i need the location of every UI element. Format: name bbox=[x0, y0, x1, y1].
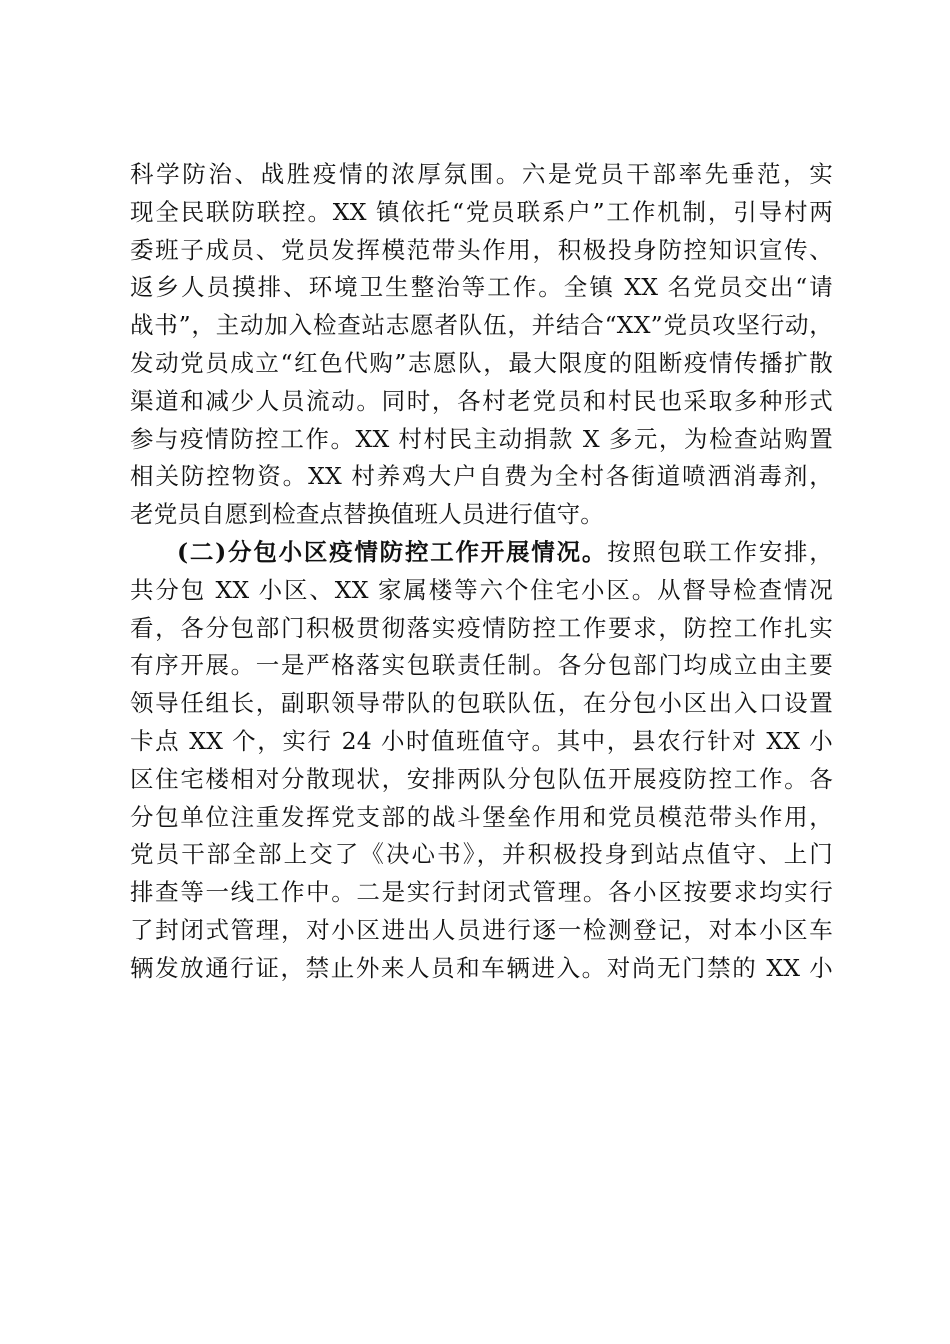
paragraph-line: 参与疫情防控工作。XX 村村民主动捐款 X 多元，为检查站购置 bbox=[130, 424, 833, 453]
paragraph-line: 相关防控物资。XX 村养鸡大户自费为全村各街道喷洒消毒剂， bbox=[130, 462, 833, 491]
paragraph-line: 领导任组长，副职领导带队的包联队伍，在分包小区出入口设置 bbox=[130, 689, 833, 718]
paragraph-line: 区住宅楼相对分散现状，安排两队分包队伍开展疫防控工作。各 bbox=[130, 764, 833, 793]
paragraph-line: 发动党员成立“红色代购”志愿队，最大限度的阻断疫情传播扩散 bbox=[130, 348, 833, 377]
paragraph-line: 战书”，主动加入检查站志愿者队伍，并结合“XX”党员攻坚行动， bbox=[130, 311, 833, 340]
paragraph-line: 返乡人员摸排、环境卫生整治等工作。全镇 XX 名党员交出“请 bbox=[130, 273, 833, 302]
section-heading-rest: 按照包联工作安排， bbox=[607, 537, 833, 566]
section-heading-line bbox=[130, 534, 833, 572]
paragraph-line: 有序开展。一是严格落实包联责任制。各分包部门均成立由主要 bbox=[130, 651, 833, 680]
paragraph-line: 共分包 XX 小区、XX 家属楼等六个住宅小区。从督导检查情况 bbox=[130, 575, 833, 604]
body-text bbox=[130, 156, 833, 988]
paragraph-line: 辆发放通行证，禁止外来人员和车辆进入。对尚无门禁的 XX 小 bbox=[130, 953, 833, 982]
paragraph-line: 科学防治、战胜疫情的浓厚氛围。六是党员干部率先垂范，实 bbox=[130, 160, 833, 188]
paragraph-line: 渠道和减少人员流动。同时，各村老党员和村民也采取多种形式 bbox=[130, 386, 833, 415]
paragraph-line: 看，各分包部门积极贯彻落实疫情防控工作要求，防控工作扎实 bbox=[130, 613, 833, 642]
paragraph-line: 现全民联防联控。XX 镇依托“党员联系户”工作机制，引导村两 bbox=[130, 197, 833, 226]
section-heading: (二)分包小区疫情防控工作开展情况。 bbox=[177, 537, 608, 566]
paragraph-line: 委班子成员、党员发挥模范带头作用，积极投身防控知识宣传、 bbox=[130, 235, 833, 264]
paragraph-line: 卡点 XX 个，实行 24 小时值班值守。其中，县农行针对 XX 小 bbox=[130, 726, 833, 755]
paragraph-line: 分包单位注重发挥党支部的战斗堡垒作用和党员模范带头作用， bbox=[130, 802, 833, 831]
paragraph-line: 党员干部全部上交了《决心书》，并积极投身到站点值守、上门 bbox=[130, 840, 833, 869]
paragraph-line: 了封闭式管理，对小区进出人员进行逐一检测登记，对本小区车 bbox=[130, 915, 833, 944]
paragraph-line: 排查等一线工作中。二是实行封闭式管理。各小区按要求均实行 bbox=[130, 878, 833, 907]
paragraph-line: 老党员自愿到检查点替换值班人员进行值守。 bbox=[130, 500, 604, 529]
